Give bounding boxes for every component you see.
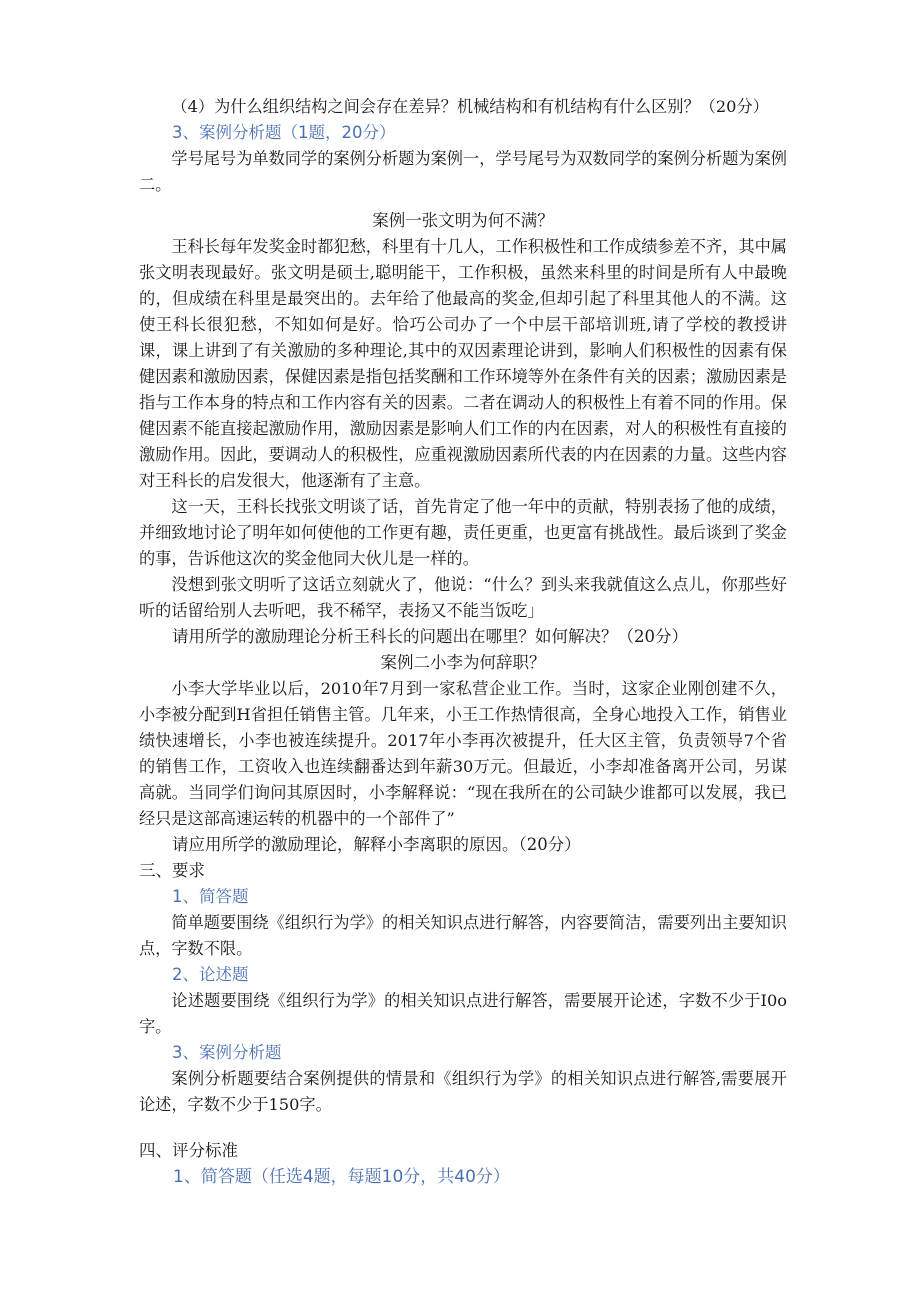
requirements-heading: 三、要求	[139, 861, 205, 880]
case2-paragraph-1: 小李大学毕业以后，2010年7月到一家私营企业工作。当时，这家企业刚创建不久，小李被分配到H省担任销售主管。几年来，小王工作热情很高，全身心地投入工作，销售业绩快速增长，小李也被连续提升。2017年小李再次被提升，任大区主管，负责领导7个省的销售工作，工资收入也连续翻番达到年薪30万元。但最近，小李却准备离开公司，另谋高就。当同学们询问其原因时，小李解释说：“现在我所在的公司缺少谁都可以发展，我已经只是这部高速运转的机器中的一个部件了”	[139, 679, 787, 828]
question-4: （4）为什么组织结构之间会存在差异？机械结构和有机结构有什么区别？（20分）	[171, 97, 769, 116]
case-intro: 学号尾号为单数同学的案例分析题为案例一，学号尾号为双数同学的案例分析题为案例二。	[139, 149, 787, 194]
case2-title: 案例二小李为何辞职？	[380, 653, 546, 672]
case1-paragraph-1: 王科长每年发奖金时都犯愁，科里有十几人，工作积极性和工作成绩参差不齐，其中属张文明表现最好。张文明是硕士,聪明能干，工作积极，虽然来科里的时间是所有人中最晚的，但成绩在科里是最突出的。去年给了他最高的奖金,但却引起了科里其他人的不满。这使王科长很犯愁，不知如何是好。恰巧公司办了一个中层干部培训班,请了学校的教授讲课，课上讲到了有关激励的多种理论,其中的双因素理论讲到，影响人们积极性的因素有保健因素和激励因素，保健因素是指包括奖酬和工作环境等外在条件有关的因素；激励因素是指与工作本身的特点和工作内容有关的因素。二者在调动人的积极性上有着不同的作用。保健因素不能直接起激励作用，激励因素是影响人们工作的内在因素，对人的积极性有直接的激励作用。因此，要调动人的积极性，应重视激励因素所代表的内在因素的力量。这些内容对王科长的启发很大，他逐渐有了主意。	[139, 237, 787, 490]
req-short-answer-title: 1、简答题	[172, 887, 249, 906]
req-case-title: 3、案例分析题	[172, 1043, 282, 1062]
document-page	[139, 94, 787, 1190]
case1-paragraph-3: 没想到张文明听了这话立刻就火了，他说：“什么？到头来我就值这么点儿，你那些好听的话留给别人去听吧，我不稀罕，表扬又不能当饭吃」	[139, 575, 787, 620]
req-essay-text: 论述题要围绕《组织行为学》的相关知识点进行解答，需要展开论述，字数不少于I0o字。	[139, 991, 787, 1036]
case1-question: 请用所学的激励理论分析王科长的问题出在哪里？如何解决？（20分）	[172, 627, 688, 646]
req-essay-title: 2、论述题	[172, 965, 249, 984]
req-short-answer-text: 简单题要围绕《组织行为学》的相关知识点进行解答，内容要简洁，需要列出主要知识点，字数不限。	[139, 913, 787, 958]
scoring-heading: 四、评分标准	[139, 1141, 238, 1160]
req-case-text: 案例分析题要结合案例提供的情景和《组织行为学》的相关知识点进行解答,需要展开论述，字数不少于150字。	[139, 1069, 787, 1114]
case-section-title: 3、案例分析题（1题，20分）	[172, 123, 396, 142]
scoring-short-answer-title: 1、简答题（任选4题，每题10分，共40分）	[173, 1167, 510, 1187]
case1-paragraph-2: 这一天，王科长找张文明谈了话，首先肯定了他一年中的贡献，特别表扬了他的成绩，并细致地讨论了明年如何使他的工作更有趣，责任更重，也更富有挑战性。最后谈到了奖金的事，告诉他这次的奖金他同大伙儿是一样的。	[139, 497, 787, 568]
case2-question: 请应用所学的激励理论，解释小李离职的原因。（20分）	[172, 835, 581, 854]
case1-title: 案例一张文明为何不满？	[372, 211, 554, 230]
